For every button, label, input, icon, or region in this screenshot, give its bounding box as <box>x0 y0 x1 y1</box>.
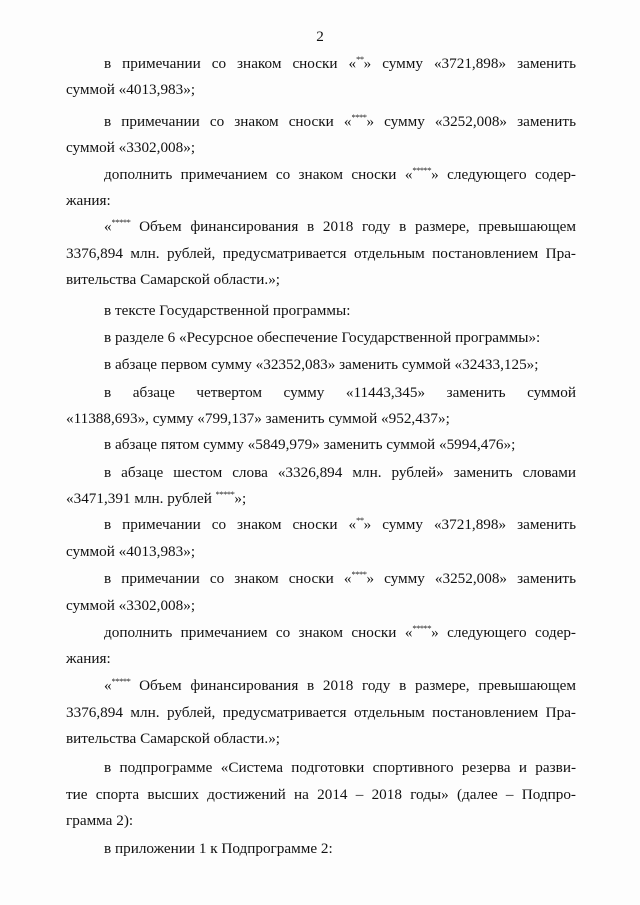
text-line: жания: <box>66 650 111 667</box>
text-line: в примечании со знаком сноски «****» сумму «3252,008» заменить <box>104 569 576 587</box>
text-line: дополнить примечанием со знаком сноски «*****» следующего содер- <box>104 165 576 183</box>
text-line: вительства Самарской области.»; <box>66 730 281 747</box>
text-line: в тексте Государственной программы: <box>104 302 351 319</box>
text-line: в примечании со знаком сноски «****» сумму «3252,008» заменить <box>104 112 576 130</box>
text-line: «11388,693», сумму «799,137» заменить суммой «952,437»; <box>66 410 450 427</box>
text-line: в примечании со знаком сноски «**» сумму «3721,898» заменить <box>104 515 576 533</box>
text-line: жания: <box>66 192 111 209</box>
text-line: в абзаце пятом сумму «5849,979» заменить суммой «5994,476»; <box>104 436 516 453</box>
text-line: в абзаце четвертом сумму «11443,345» заменить суммой <box>104 384 576 401</box>
text-line: в подпрограмме «Система подготовки спортивного резерва и разви- <box>104 759 576 776</box>
text-line: тие спорта высших достижений на 2014 – 2018 годы» (далее – Подпро- <box>66 786 576 803</box>
text-line: в примечании со знаком сноски «**» сумму «3721,898» заменить <box>104 54 576 72</box>
text-line: суммой «4013,983»; <box>66 543 196 560</box>
text-line: в абзаце шестом слова «3326,894 млн. рублей» заменить словами <box>104 464 576 481</box>
text-line: «***** Объем финансирования в 2018 году в размере, превышающем <box>104 217 576 235</box>
text-line: в абзаце первом сумму «32352,083» заменить суммой «32433,125»; <box>104 356 539 373</box>
text-line: дополнить примечанием со знаком сноски «*****» следующего содер- <box>104 623 576 641</box>
text-line: суммой «3302,008»; <box>66 139 196 156</box>
text-line: суммой «4013,983»; <box>66 81 196 98</box>
text-line: 3376,894 млн. рублей, предусматривается отдельным постановлением Пра- <box>66 245 576 262</box>
text-line: 3376,894 млн. рублей, предусматривается отдельным постановлением Пра- <box>66 704 576 721</box>
text-line: в приложении 1 к Подпрограмме 2: <box>104 840 333 857</box>
page-number: 2 <box>316 28 324 45</box>
text-line: в разделе 6 «Ресурсное обеспечение Государственной программы»: <box>104 329 541 346</box>
text-line: «3471,391 млн. рублей *****»; <box>66 489 247 507</box>
text-line: вительства Самарской области.»; <box>66 271 281 288</box>
text-line: «***** Объем финансирования в 2018 году в размере, превышающем <box>104 676 576 694</box>
text-line: грамма 2): <box>66 812 134 829</box>
text-line: суммой «3302,008»; <box>66 597 196 614</box>
